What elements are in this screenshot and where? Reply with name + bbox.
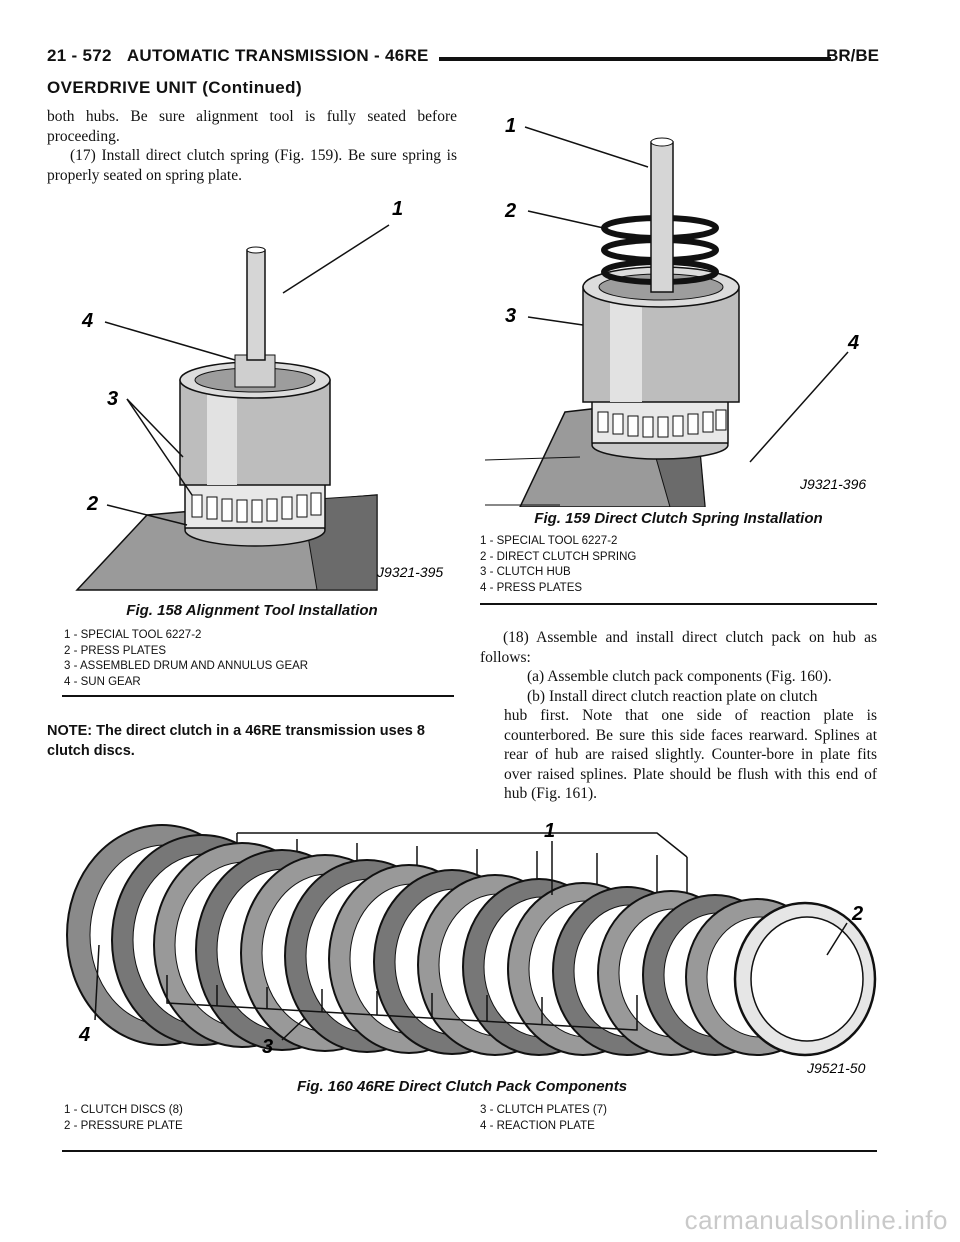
header-page-title: 21 - 572 AUTOMATIC TRANSMISSION - 46RE <box>47 46 429 65</box>
fig158-rule <box>62 695 454 697</box>
fig159-rule <box>480 603 877 605</box>
fig158-leader-4 <box>105 322 235 360</box>
step-18b-rest: hub first. Note that one side of reaction plate is counterbored. Be sure this side faces rearward. Splines at rear of hub are raised slightly. Counter-bore in plate fits over raised splines. Plate should be flush with this end of hub (Fig. 161). <box>504 707 877 802</box>
fig159-callout-2: 2 <box>505 200 517 222</box>
fig158-tool-shaft <box>247 250 265 360</box>
fig158-callout-1: 1 <box>392 198 404 220</box>
fig160-pressure-plate <box>735 903 875 1055</box>
fig159-id-label: J9321-396 <box>800 476 867 492</box>
fig158-callout-3: 3 <box>107 388 119 410</box>
fig160-legend-left <box>64 1103 444 1134</box>
fig158-legend-item: 1 - SPECIAL TOOL 6227-2 <box>64 629 202 641</box>
step-18a: (a) Assemble clutch pack components (Fig. 160). <box>527 668 832 685</box>
fig160-caption: Fig. 160 46RE Direct Clutch Pack Components <box>296 1078 628 1095</box>
fig159-legend-item: 4 - PRESS PLATES <box>480 581 583 594</box>
fig159-callout-4: 4 <box>848 332 860 354</box>
fig159-tool-shaft <box>651 142 673 292</box>
fig158-callout-4: 4 <box>82 310 94 332</box>
fig158-callout-2: 2 <box>87 493 99 515</box>
fig159-leader-3 <box>528 317 583 325</box>
fig160-legend-item: 4 - REACTION PLATE <box>480 1119 595 1132</box>
fig160-legend-item: 3 - CLUTCH PLATES (7) <box>480 1104 607 1116</box>
fig159-legend-item: 1 - SPECIAL TOOL 6227-2 <box>480 535 618 547</box>
fig159-legend-item: 3 - CLUTCH HUB <box>480 566 571 578</box>
step-18: (18) Assemble and install direct clutch pack on hub as follows: <box>480 629 877 666</box>
fig160-legend-right <box>480 1103 860 1134</box>
fig158-caption: Fig. 158 Alignment Tool Installation <box>126 602 378 619</box>
fig160-legend-item: 1 - CLUTCH DISCS (8) <box>64 1104 183 1116</box>
fig159-leader-1 <box>525 127 648 167</box>
fig158-leader-1 <box>283 225 389 293</box>
fig158-shaft-top <box>247 247 265 253</box>
fig158-illustration <box>47 195 457 595</box>
fig160-id-label: J9521-50 <box>807 1060 866 1076</box>
fig159-leader-4 <box>750 352 848 462</box>
fig158-id-label: J9321-395 <box>377 564 444 580</box>
fig160-rule <box>62 1150 877 1152</box>
paragraph-continued: both hubs. Be sure alignment tool is fully seated before proceeding. <box>47 108 457 145</box>
step-17: (17) Install direct clutch spring (Fig. 159). Be sure spring is properly seated on spring plate. <box>47 147 457 184</box>
step-18b-line1: (b) Install direct clutch reaction plate on clutch <box>527 687 818 705</box>
fig158-legend <box>64 628 454 690</box>
fig158-legend-item: 4 - SUN GEAR <box>64 675 141 688</box>
watermark: carmanualsonline.info <box>684 1205 948 1235</box>
fig160-callout-1: 1 <box>544 820 556 842</box>
fig158-legend-item: 2 - PRESS PLATES <box>64 644 167 657</box>
fig159-callout-3: 3 <box>505 305 517 327</box>
fig159-leader-2 <box>528 211 608 229</box>
page-header <box>47 46 879 70</box>
fig159-callout-1: 1 <box>505 115 517 137</box>
fig160-callout-4: 4 <box>79 1024 91 1046</box>
header-model: BR/BE <box>826 46 879 65</box>
fig159-illustration <box>480 107 880 507</box>
fig160-illustration <box>47 815 882 1077</box>
fig160-callout-2: 2 <box>852 903 864 925</box>
left-intro-text <box>47 107 457 185</box>
fig159-legend <box>480 534 877 596</box>
section-title: OVERDRIVE UNIT (Continued) <box>47 78 302 97</box>
fig159-caption: Fig. 159 Direct Clutch Spring Installation <box>534 510 823 527</box>
fig159-legend-item: 2 - DIRECT CLUTCH SPRING <box>480 550 637 563</box>
header-rule <box>439 57 831 61</box>
note-clutch-discs: NOTE: The direct clutch in a 46RE transmission uses 8 clutch discs. <box>47 723 425 759</box>
fig158-leader-3a <box>127 399 183 457</box>
fig160-legend-item: 2 - PRESSURE PLATE <box>64 1119 183 1132</box>
fig160-callout-3: 3 <box>262 1036 274 1058</box>
right-steps-text <box>480 628 877 804</box>
fig159-shaft-top <box>651 138 673 146</box>
fig158-legend-item: 3 - ASSEMBLED DRUM AND ANNULUS GEAR <box>64 660 309 672</box>
